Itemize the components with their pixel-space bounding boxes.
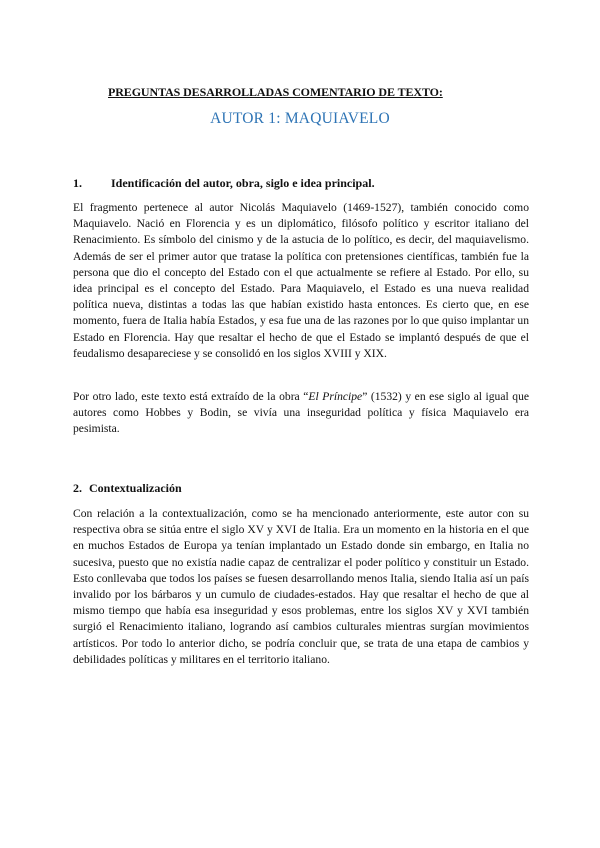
work-title: El Príncipe: [308, 390, 363, 403]
section-1-heading: [73, 176, 375, 191]
section-1-number: 1.: [73, 176, 82, 190]
section-1-title: Identificación del autor, obra, siglo e idea principal.: [111, 176, 375, 190]
document-title: PREGUNTAS DESARROLLADAS COMENTARIO DE TEXTO:: [108, 85, 443, 99]
section-2-heading: [73, 481, 182, 496]
section-1-paragraph-1: El fragmento pertenece al autor Nicolás Maquiavelo (1469-1527), también conocido como Maquiavelo. Nació en Florencia y es un diplomático, filósofo político y escritor italiano del Renacimiento. Es símbolo del cinismo y de la astucia de lo político, es decir, del maquiavelismo. Además de ser el primer autor que tratase la política con pretensiones científicas, también fue la persona que dio el concepto del Estado con el que actualmente se refiere al Estado. Por ello, su idea principal es el concepto del Estado. Para Maquiavelo, el Estado es una nueva realidad política nueva, distintas a todas las que habían existido hasta entonces. Es cierto que, en ese momento, fuera de Italia había Estados, y esa fue una de las razones por lo que quiso implantar un Estado en Florencia. Hay que resaltar el hecho de que el Estado se implantó después de que el feudalismo desapareciese y se consolidó en los siglos XVIII y XIX.: [73, 201, 529, 360]
section-1-paragraph-2: [73, 389, 529, 438]
author-heading: AUTOR 1: MAQUIAVELO: [210, 110, 390, 127]
section-2-paragraph: Con relación a la contextualización, como se ha mencionado anteriormente, este autor con su respectiva obra se sitúa entre el siglo XV y XVI de Italia. Era un momento en la historia en el que en muchos Estados de Europa ya tenían implantado un Estado donde sin embargo, en Italia no sucesiva, puesto que no existía nadie capaz de centralizar el poder político y constituir un Estado. Esto conllevaba que todos los países se fuesen desarrollando menos Italia, siendo Italia así un país invalido por los bárbaros y un cumulo de ciudades-estados. Hay que resaltar el hecho de que al mismo tiempo que había esa inseguridad y esos problemas, entre los siglos XV y XVI también surgió el Renacimiento italiano, logrando así cambios culturales mientras surgían movimientos artísticos. Por todo lo anterior dicho, se podría concluir que, se trata de una etapa de cambios y debilidades políticas y militares en el territorio italiano.: [73, 507, 529, 666]
paragraph-2-text-end: ” (1532) y en ese siglo al igual que autores como Hobbes y Bodin, se vivía una inseguridad política y física Maquiavelo era pesimista.: [73, 390, 530, 436]
section-2-title: Contextualización: [89, 481, 182, 495]
section-2-number: 2.: [73, 481, 82, 495]
paragraph-2-text-start: Por otro lado, este texto está extraído de la obra “: [73, 390, 309, 403]
